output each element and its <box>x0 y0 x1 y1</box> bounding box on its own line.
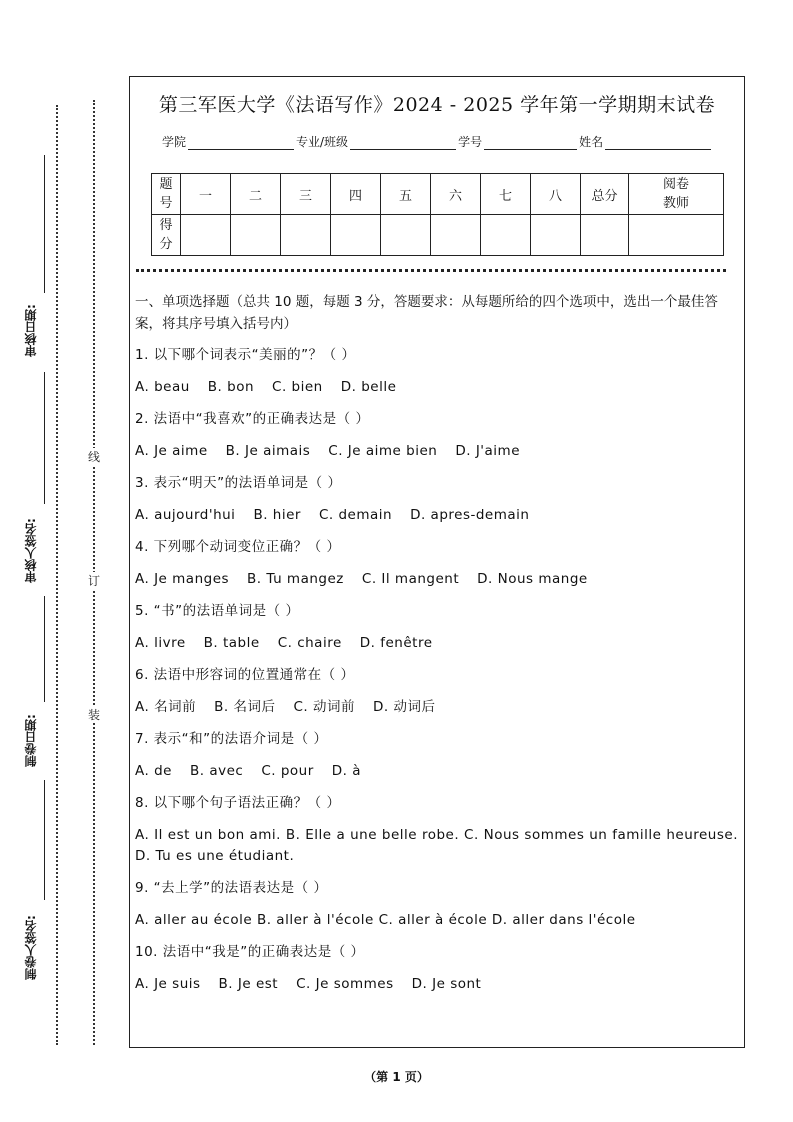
question-10: 10. 法语中“我是”的正确表达是（ ） <box>135 944 365 960</box>
make-date-label: 制卷日期: <box>24 714 38 768</box>
student-id-field[interactable] <box>484 135 577 150</box>
major-label: 专业/班级 <box>296 135 349 149</box>
options-9: A. aller au école B. aller à l'école C. aller à école D. aller dans l'école <box>135 912 636 928</box>
score-header: 得 分 <box>152 215 181 256</box>
question-section <box>135 291 738 1006</box>
option: A. beau <box>135 379 190 395</box>
option: C. Il mangent <box>361 571 460 587</box>
col-2: 二 <box>231 174 281 215</box>
options-3 <box>135 505 738 526</box>
option: A. Je manges <box>135 571 230 587</box>
col-5: 五 <box>381 174 431 215</box>
option: A. aujourd'hui <box>135 507 236 523</box>
name-field[interactable] <box>605 135 711 150</box>
maker-sign-line <box>44 780 45 900</box>
options-8: A. Il est un bon ami. B. Elle a une belle robe. C. Nous sommes un famille heureuse. D. Tu es une étudiant. <box>135 827 738 864</box>
grader-header: 阅卷 教师 <box>629 174 724 215</box>
student-info-row <box>162 133 713 150</box>
question-5: 5. “书”的法语单词是（ ） <box>135 603 300 619</box>
score-cell[interactable] <box>231 215 281 256</box>
option: B. 名词后 <box>214 699 276 715</box>
options-4 <box>135 569 738 590</box>
option: D. J'aime <box>455 443 520 459</box>
option: D. Je sont <box>411 976 482 992</box>
col-4: 四 <box>331 174 381 215</box>
question-6: 6. 法语中形容词的位置通常在（ ） <box>135 667 355 683</box>
score-cell[interactable] <box>331 215 381 256</box>
option: D. apres-demain <box>410 507 530 523</box>
option: C. Je sommes <box>296 976 394 992</box>
option: C. bien <box>272 379 323 395</box>
page-number: （第 1 页） <box>364 1070 429 1084</box>
name-label: 姓名 <box>579 135 604 149</box>
question-number-header: 题 号 <box>152 174 181 215</box>
option: A. livre <box>135 635 186 651</box>
question-3: 3. 表示“明天”的法语单词是（ ） <box>135 475 342 491</box>
reviewer-sign-label: 审核人签名: <box>24 518 38 583</box>
score-table-header-row <box>152 174 724 215</box>
option: C. chaire <box>277 635 342 651</box>
option: D. Nous mange <box>477 571 588 587</box>
options-2 <box>135 441 738 462</box>
section-title: 一、单项选择题（总共 10 题，每题 3 分，答题要求：从每题所给的四个选项中，选出一个最佳答案，将其序号填入括号内） <box>135 294 718 332</box>
option: B. hier <box>253 507 301 523</box>
question-2: 2. 法语中“我喜欢”的正确表达是（ ） <box>135 411 370 427</box>
review-date-label: 审核日期: <box>24 304 38 358</box>
dotted-separator <box>136 269 726 272</box>
cut-line-label: 线 <box>84 448 104 465</box>
score-cell[interactable] <box>381 215 431 256</box>
option: C. Je aime bien <box>328 443 438 459</box>
cut-bind-label: 订 <box>84 572 104 589</box>
major-field[interactable] <box>350 135 456 150</box>
col-3: 三 <box>281 174 331 215</box>
score-cell[interactable] <box>181 215 231 256</box>
option: C. 动词前 <box>293 699 355 715</box>
option: C. pour <box>261 763 314 779</box>
review-date-line <box>44 155 45 293</box>
option: D. à <box>331 763 362 779</box>
option: D. fenêtre <box>359 635 433 651</box>
student-id-label: 学号 <box>458 135 483 149</box>
col-1: 一 <box>181 174 231 215</box>
option: B. table <box>203 635 260 651</box>
maker-sign-label: 制卷人签名: <box>24 915 38 980</box>
options-5 <box>135 633 738 654</box>
score-cell[interactable] <box>281 215 331 256</box>
options-6 <box>135 697 738 718</box>
option: D. belle <box>340 379 397 395</box>
options-10 <box>135 974 738 995</box>
question-1: 1. 以下哪个词表示“美丽的”？（ ） <box>135 347 356 363</box>
option: A. Je aime <box>135 443 208 459</box>
score-table-score-row <box>152 215 724 256</box>
options-7 <box>135 761 738 782</box>
score-cell[interactable] <box>531 215 581 256</box>
option: A. de <box>135 763 172 779</box>
binding-dotted-line-outer <box>56 105 58 1045</box>
question-7: 7. 表示“和”的法语介词是（ ） <box>135 731 328 747</box>
question-9: 9. “去上学”的法语表达是（ ） <box>135 880 328 896</box>
total-score-cell[interactable] <box>581 215 629 256</box>
cut-seal-label: 装 <box>84 706 104 723</box>
exam-frame <box>129 76 745 1048</box>
col-6: 六 <box>431 174 481 215</box>
reviewer-sign-line <box>44 372 45 504</box>
score-cell[interactable] <box>481 215 531 256</box>
question-8: 8. 以下哪个句子语法正确？（ ） <box>135 795 341 811</box>
option: B. Tu mangez <box>247 571 344 587</box>
option: D. 动词后 <box>372 699 436 715</box>
grader-cell[interactable] <box>629 215 724 256</box>
question-4: 4. 下列哪个动词变位正确？（ ） <box>135 539 341 555</box>
option: B. bon <box>207 379 255 395</box>
total-header: 总分 <box>581 174 629 215</box>
college-label: 学院 <box>162 135 187 149</box>
option: C. demain <box>318 507 393 523</box>
option: B. Je aimais <box>225 443 311 459</box>
option: B. Je est <box>218 976 279 992</box>
make-date-line <box>44 596 45 702</box>
option: A. 名词前 <box>135 699 197 715</box>
col-8: 八 <box>531 174 581 215</box>
exam-title: 第三军医大学《法语写作》2024 - 2025 学年第一学期期末试卷 <box>158 94 716 116</box>
score-cell[interactable] <box>431 215 481 256</box>
options-1 <box>135 377 738 398</box>
col-7: 七 <box>481 174 531 215</box>
option: A. Je suis <box>135 976 201 992</box>
score-table <box>151 173 724 256</box>
option: B. avec <box>189 763 244 779</box>
college-field[interactable] <box>188 135 294 150</box>
